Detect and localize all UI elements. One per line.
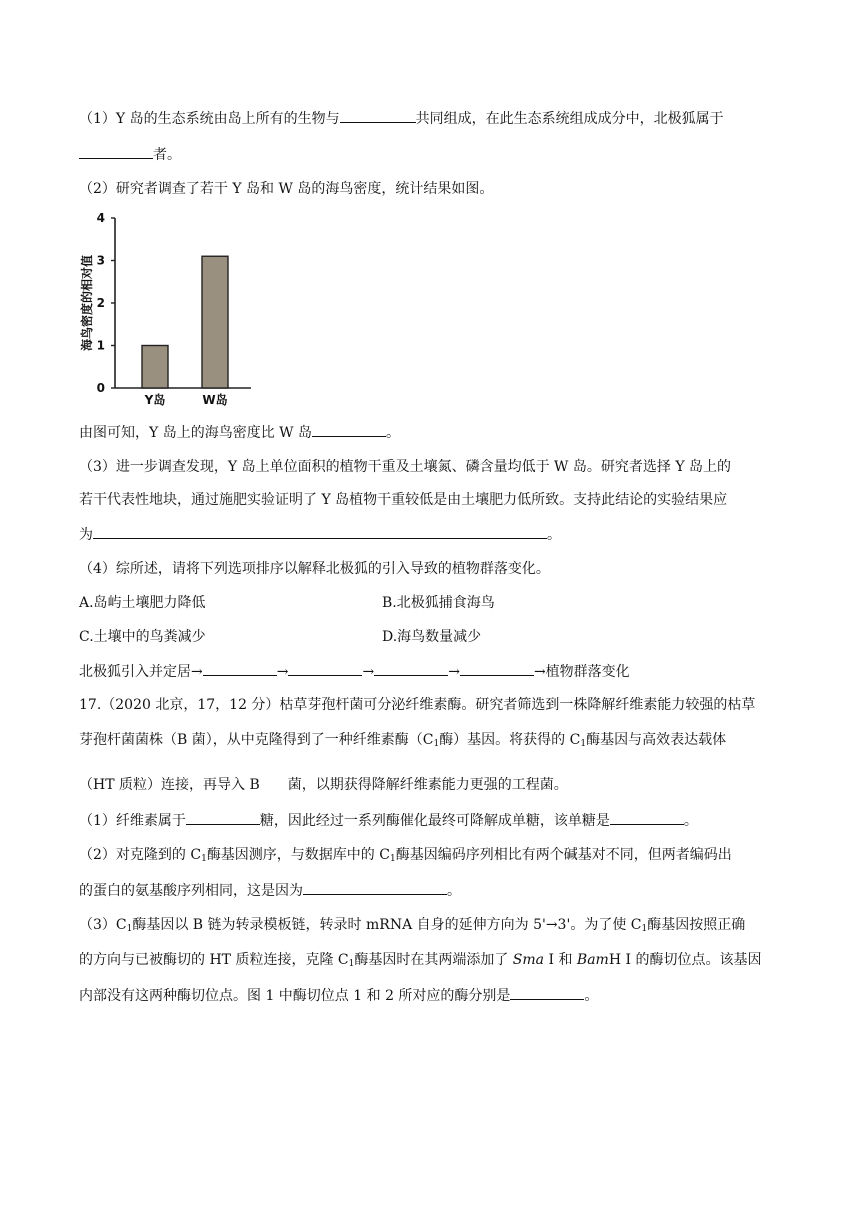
p3-text-i: 。 [584, 988, 599, 1004]
question-17-part-3-line-2 [79, 950, 761, 974]
question-3-line-3 [79, 524, 561, 545]
y-tick-label: 4 [96, 211, 105, 225]
answer-blank[interactable] [303, 880, 447, 895]
p3-text-f: I 和 [544, 952, 577, 968]
bar [202, 256, 228, 388]
p3-text-c: 酶基因按照正确 [647, 917, 746, 933]
question-17-part-3-line-1 [79, 915, 745, 939]
question-17-line-2 [79, 730, 726, 754]
q1-text-b: 共同组成，在此生态系统组成成分中，北极狐属于 [415, 111, 724, 127]
question-17-part-3-line-3 [79, 985, 598, 1006]
subscript: 1 [580, 739, 587, 749]
bar-chart [79, 210, 255, 410]
option-a: A.岛屿土壤肥力降低 [79, 595, 206, 611]
p3-text-a: （3）C [79, 917, 127, 933]
sequence-start: 北极狐引入并定居→ [79, 664, 203, 680]
p3-text-b: 酶基因以 B 链为转录模板链，转录时 mRNA 自身的延伸方向为 5'→3'。为了使 C [132, 917, 642, 933]
p3-text-g: H I 的酶切位点。该基因 [608, 952, 762, 968]
answer-blank[interactable] [510, 985, 584, 1000]
p1-text-a: （1）纤维素属于 [79, 813, 186, 829]
question-17-part-2-line-1 [79, 845, 732, 869]
arrow: → [448, 664, 460, 680]
answer-blank[interactable] [203, 661, 277, 676]
sequence-line [79, 661, 630, 682]
question-17-line-3: （HT 质粒）连接，再导入 B 菌，以期获得降解纤维素能力更强的工程菌。 [79, 777, 568, 793]
answer-blank[interactable] [312, 422, 386, 437]
bar [142, 346, 168, 389]
y-tick-label: 2 [96, 296, 105, 310]
question-3-line-2: 若干代表性地块，通过施肥实验证明了 Y 岛植物干重较低是由土壤肥力低所致。支持此结论的实验结果应 [79, 492, 728, 508]
arrow: → [276, 664, 289, 680]
x-tick-label: Y岛 [144, 393, 166, 407]
p3-text-h: 内部没有这两种酶切位点。图 1 中酶切位点 1 和 2 所对应的酶分别是 [79, 988, 511, 1004]
p2-text-e: 。 [447, 883, 461, 899]
arrow: → [362, 664, 375, 680]
option-c: C.土壤中的鸟粪减少 [79, 629, 206, 645]
p2-text-a: （2）对克隆到的 C [79, 847, 202, 863]
q2-conclusion-text: 由图可知，Y 岛上的海鸟密度比 W 岛 [79, 425, 312, 441]
q17-text-c: 酶基因与高效表达载体 [586, 732, 727, 748]
question-3-line-1: （3）进一步调查发现，Y 岛上单位面积的植物干重及土壤氮、磷含量均低于 W 岛。研究者选择 Y 岛上的 [79, 459, 732, 475]
p2-text-d: 的蛋白的氨基酸序列相同，这是因为 [79, 883, 303, 899]
q1-text-c: 者。 [153, 147, 181, 163]
p2-text-c: 酶基因编码序列相比有两个碱基对不同，但两者编码出 [395, 847, 732, 863]
p3-text-e: 酶基因时在其两端添加了 [354, 952, 513, 968]
subscript: 1 [641, 924, 648, 934]
q3-text-b: 。 [547, 527, 561, 543]
answer-blank[interactable] [610, 810, 684, 825]
question-17-part-2-line-2 [79, 880, 461, 901]
x-tick-label: W岛 [202, 393, 228, 407]
sequence-end: →植物群落变化 [533, 664, 630, 680]
p1-text-b: 糖，因此经过一系列酶催化最终可降解成单糖，该单糖是 [259, 813, 610, 829]
subscript: 1 [433, 739, 440, 749]
y-axis-label: 海鸟密度的相对值 [80, 254, 94, 352]
subscript: 1 [126, 924, 133, 934]
subscript: 1 [348, 959, 355, 969]
question-17-line-1: 17.（2020 北京，17，12 分）枯草芽孢杆菌可分泌纤维素酶。研究者筛选到一株降解纤维素能力较强的枯草 [79, 697, 756, 713]
p1-text-c: 。 [683, 813, 698, 829]
enzyme-sma: Sma [512, 952, 545, 968]
question-17-part-1 [79, 810, 698, 831]
p2-text-b: 酶基因测序，与数据库中的 C [206, 847, 390, 863]
y-tick-label: 3 [96, 253, 105, 268]
q1-text-a: （1）Y 岛的生态系统由岛上所有的生物与 [79, 111, 340, 127]
subscript: 1 [389, 854, 396, 864]
question-2-conclusion [79, 422, 400, 443]
question-2-intro: （2）研究者调查了若干 Y 岛和 W 岛的海鸟密度，统计结果如图。 [79, 181, 494, 197]
q3-text-a: 为 [79, 527, 93, 543]
y-tick-label: 0 [96, 381, 105, 395]
answer-blank[interactable] [288, 661, 362, 676]
subscript: 1 [201, 854, 207, 864]
option-d: D.海鸟数量减少 [382, 629, 482, 645]
question-1-line-2 [79, 144, 181, 165]
answer-blank[interactable] [340, 108, 416, 123]
answer-blank[interactable] [460, 661, 534, 676]
q2-conclusion-end: 。 [385, 425, 400, 441]
answer-blank[interactable] [374, 661, 448, 676]
option-b: B.北极狐捕食海鸟 [382, 595, 495, 611]
y-tick-label: 1 [96, 338, 105, 353]
enzyme-bam: Bam [576, 952, 609, 968]
q17-text-a: 芽孢杆菌菌株（B 菌），从中克隆得到了一种纤维素酶（C [79, 732, 434, 748]
question-4-intro: （4）综所述，请将下列选项排序以解释北极狐的引入导致的植物群落变化。 [79, 561, 550, 577]
question-1-line-1 [79, 108, 724, 129]
answer-blank[interactable] [79, 144, 153, 159]
p3-text-d: 的方向与已被酶切的 HT 质粒连接，克隆 C [79, 952, 349, 968]
answer-blank[interactable] [186, 810, 260, 825]
q17-text-b: 酶）基因。将获得的 C [439, 732, 581, 748]
answer-blank[interactable] [93, 524, 547, 539]
